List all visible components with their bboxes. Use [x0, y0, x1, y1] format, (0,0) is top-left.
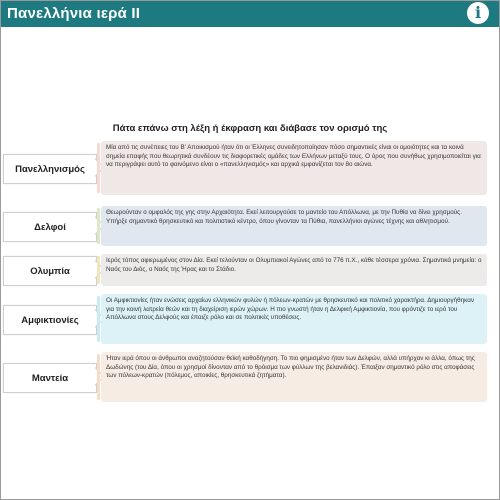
definition-panel	[101, 141, 487, 195]
definition-panel	[101, 352, 487, 402]
term-button-delfoi[interactable]	[3, 212, 97, 242]
term-color-bar	[97, 208, 100, 244]
term-button-panellinismos[interactable]	[3, 154, 97, 184]
definition-panel	[101, 206, 487, 246]
definition-text: Θεωρούνταν ο ομφαλός της γης στην Αρχαιότητα. Εκεί λειτουργούσε το μαντείο του Απόλλωνα, με την Πυθία να δίνει χρησμούς. Υπήρξε σημαντικό θρησκευτικό και πολιτιστικό κέντρο, όπου γίνονταν τα Πύθια, πανελλήνιοι αγώνες τέχνης και αθλητισμού.	[106, 209, 462, 225]
title-bar	[1, 1, 499, 27]
term-button-olympia[interactable]	[3, 256, 97, 286]
term-label: Αμφικτιονίες	[21, 314, 79, 326]
info-button[interactable]	[467, 2, 489, 24]
term-label: Δελφοί	[34, 221, 66, 233]
term-button-amfiktionies[interactable]	[3, 305, 97, 335]
term-color-bar	[97, 143, 100, 193]
term-label: Ολυμπία	[30, 265, 70, 277]
term-color-bar	[97, 256, 100, 284]
definition-text: Οι Αμφικτιονίες ήταν ενώσεις αρχαίων ελληνικών φυλών ή πόλεων-κρατών με θρησκευτικό και πολιτικό χαρακτήρα. Δημιουργήθηκαν για την κοινή λατρεία θεών και τη διαχείριση ιερών χώρων. Η πιο γνωστή ήταν η Δελφική Αμφικτιονία, που φρόντιζε το ιερό του Απόλλωνα στους Δελφούς και έπαιζε ρόλο και σε πολιτικές υποθέσεις.	[106, 297, 475, 322]
definition-panel	[101, 294, 487, 344]
term-label: Πανελληνισμός	[15, 163, 85, 175]
definition-text: Μία από τις συνέπειες του Β' Αποικισμού ήταν ότι οι Έλληνες συνειδητοποίησαν πόσο σημαντικές είναι οι ομοιότητες και τα κοινά σημεία επαφής που θεωρητικά συνδέουν τις διαφορετικές ομάδες των Ελλήνων μεταξύ τους. Ο όρος που συνήθως χρησιμοποιείται για να περιγράψει αυτό το φαινόμενο είναι ο «πανελληνισμός» και αρχικά εμφανίζεται τον 8ο αιώνα.	[106, 144, 481, 169]
term-button-manteia[interactable]	[3, 363, 97, 393]
info-icon: i	[474, 3, 482, 22]
instruction-text: Πάτα επάνω στη λέξη ή έκφραση και διάβασε τον ορισμό της	[112, 123, 388, 134]
term-color-bar	[97, 354, 100, 400]
page-title: Πανελλήνια ιερά ΙΙ	[7, 5, 141, 22]
definition-text: Ήταν ιερά όπου οι άνθρωποι αναζητούσαν θεϊκή καθοδήγηση. Το πιο φημισμένο ήταν των Δελφών, αλλά υπήρχαν κι άλλα, όπως της Δωδώνης (του Δία, όπου οι χρησμοί δίνονταν από το θρόισμα των φύλλων της βελανιδιάς). Έπαιξαν σημαντικό ρόλο στις αποφάσεις των πόλεων-κρατών (πόλεμος, αποικίες, θρησκευτικά ζητήματα).	[106, 355, 475, 380]
definition-panel	[101, 254, 487, 286]
term-label: Μαντεία	[31, 372, 69, 384]
definition-text: Ιερός τόπος αφιερωμένος στον Δία. Εκεί τελούνταν οι Ολυμπιακοί Αγώνες από το 776 π.Χ., κάθε τέσσερα χρόνια. Σημαντικά μνημεία: ο Ναός του Διός, ο Ναός της Ήρας και το Στάδιο.	[106, 257, 482, 273]
term-color-bar	[97, 296, 100, 342]
